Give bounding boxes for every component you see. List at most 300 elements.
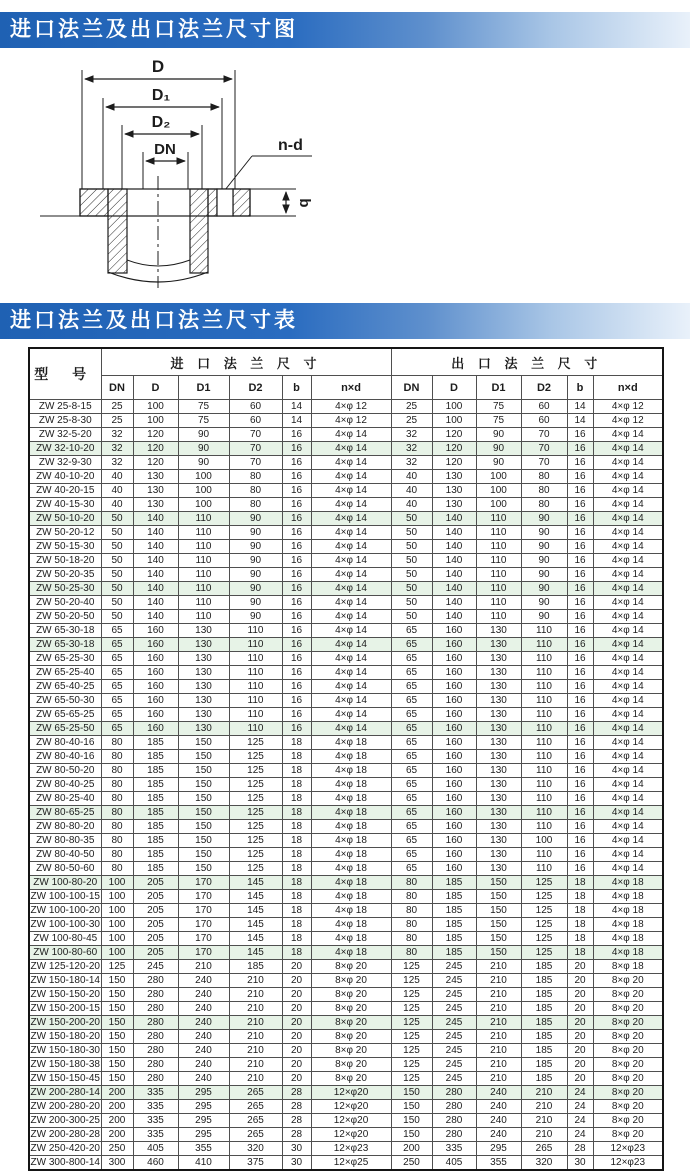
value-cell: 20 xyxy=(282,988,311,1002)
value-cell: 100 xyxy=(476,470,521,484)
value-cell: 210 xyxy=(521,1114,567,1128)
value-cell: 4×φ 14 xyxy=(593,484,663,498)
value-cell: 50 xyxy=(391,540,432,554)
table-row xyxy=(29,652,663,666)
value-cell: 280 xyxy=(133,988,178,1002)
value-cell: 4×φ 18 xyxy=(593,890,663,904)
model-cell: ZW 250-420-20 xyxy=(30,1143,100,1154)
value-cell: 210 xyxy=(229,1058,282,1072)
value-cell: 160 xyxy=(432,820,476,834)
value-cell: 140 xyxy=(432,526,476,540)
value-cell: 90 xyxy=(521,610,567,624)
value-cell: 90 xyxy=(521,512,567,526)
value-cell: 140 xyxy=(432,568,476,582)
model-cell: ZW 40-15-30 xyxy=(29,498,101,512)
value-cell: 160 xyxy=(432,750,476,764)
value-cell: 245 xyxy=(432,1058,476,1072)
value-cell: 210 xyxy=(521,1100,567,1114)
value-cell: 65 xyxy=(391,792,432,806)
value-cell: 8×φ 20 xyxy=(311,1072,391,1086)
value-cell: 355 xyxy=(178,1142,229,1156)
value-cell: 125 xyxy=(391,1016,432,1030)
value-cell: 210 xyxy=(476,1030,521,1044)
table-row xyxy=(29,638,663,652)
table-row xyxy=(29,414,663,428)
value-cell: 80 xyxy=(101,736,133,750)
value-cell: 120 xyxy=(432,428,476,442)
value-cell: 110 xyxy=(229,694,282,708)
value-cell: 170 xyxy=(178,932,229,946)
value-cell: 150 xyxy=(178,778,229,792)
value-cell: 65 xyxy=(391,736,432,750)
model-cell: ZW 150-180-30 xyxy=(30,1045,100,1056)
value-cell: 125 xyxy=(229,764,282,778)
value-cell: 120 xyxy=(432,456,476,470)
model-column-header: 型 号 xyxy=(29,348,101,400)
model-cell: ZW 150-200-20 xyxy=(30,1017,100,1028)
value-cell: 4×φ 14 xyxy=(311,554,391,568)
value-cell: 4×φ 14 xyxy=(311,722,391,736)
value-cell: 210 xyxy=(229,1002,282,1016)
value-cell: 16 xyxy=(567,806,593,820)
value-cell: 100 xyxy=(476,498,521,512)
flange-cross-section-drawing xyxy=(0,48,690,303)
value-cell: 110 xyxy=(178,512,229,526)
value-cell: 140 xyxy=(432,582,476,596)
table-row xyxy=(29,596,663,610)
value-cell: 80 xyxy=(101,764,133,778)
value-cell: 110 xyxy=(178,568,229,582)
value-cell: 150 xyxy=(101,1058,133,1072)
value-cell: 50 xyxy=(391,568,432,582)
value-cell: 80 xyxy=(101,750,133,764)
value-cell: 140 xyxy=(432,596,476,610)
value-cell: 210 xyxy=(476,1058,521,1072)
value-cell: 240 xyxy=(178,1016,229,1030)
value-cell: 16 xyxy=(282,708,311,722)
value-cell: 40 xyxy=(391,470,432,484)
value-cell: 12×φ20 xyxy=(311,1128,391,1142)
model-cell: ZW 65-25-30 xyxy=(29,652,101,666)
value-cell: 4×φ 18 xyxy=(311,778,391,792)
value-cell: 80 xyxy=(101,792,133,806)
value-cell: 32 xyxy=(101,442,133,456)
value-cell: 210 xyxy=(476,1002,521,1016)
value-cell: 160 xyxy=(432,792,476,806)
value-cell: 110 xyxy=(521,722,567,736)
model-cell: ZW 200-280-28 xyxy=(30,1129,100,1140)
value-cell: 130 xyxy=(432,470,476,484)
value-cell: 210 xyxy=(476,1016,521,1030)
value-cell: 185 xyxy=(432,890,476,904)
value-cell: 335 xyxy=(133,1114,178,1128)
value-cell: 110 xyxy=(476,512,521,526)
value-cell: 185 xyxy=(521,988,567,1002)
value-cell: 100 xyxy=(101,918,133,932)
value-cell: 40 xyxy=(391,498,432,512)
value-cell: 4×φ 14 xyxy=(311,582,391,596)
value-cell: 4×φ 14 xyxy=(593,442,663,456)
table-row xyxy=(29,554,663,568)
value-cell: 70 xyxy=(229,456,282,470)
value-cell: 4×φ 14 xyxy=(311,470,391,484)
value-cell: 185 xyxy=(432,876,476,890)
value-cell: 185 xyxy=(521,960,567,974)
value-cell: 90 xyxy=(178,428,229,442)
value-cell: 150 xyxy=(178,848,229,862)
value-cell: 16 xyxy=(567,498,593,512)
value-cell: 145 xyxy=(229,946,282,960)
value-cell: 12×φ23 xyxy=(593,1142,663,1156)
value-cell: 60 xyxy=(229,400,282,414)
value-cell: 32 xyxy=(391,428,432,442)
value-cell: 245 xyxy=(432,988,476,1002)
flange-body xyxy=(80,189,250,282)
value-cell: 16 xyxy=(282,624,311,638)
value-cell: 16 xyxy=(282,428,311,442)
value-cell: 4×φ 14 xyxy=(311,498,391,512)
value-cell: 4×φ 18 xyxy=(593,932,663,946)
value-cell: 16 xyxy=(567,638,593,652)
value-cell: 185 xyxy=(521,1058,567,1072)
value-cell: 8×φ 20 xyxy=(311,1058,391,1072)
value-cell: 110 xyxy=(178,596,229,610)
value-cell: 410 xyxy=(178,1156,229,1171)
value-cell: 16 xyxy=(567,722,593,736)
value-cell: 125 xyxy=(391,988,432,1002)
model-cell: ZW 100-80-60 xyxy=(29,946,101,960)
value-cell: 150 xyxy=(476,890,521,904)
value-cell: 240 xyxy=(178,1002,229,1016)
value-cell: 100 xyxy=(178,470,229,484)
value-cell: 110 xyxy=(476,526,521,540)
table-row xyxy=(29,918,663,932)
value-cell: 200 xyxy=(391,1142,432,1156)
value-cell: 205 xyxy=(133,918,178,932)
value-cell: 90 xyxy=(229,540,282,554)
value-cell: 50 xyxy=(101,582,133,596)
value-cell: 160 xyxy=(432,862,476,876)
table-row xyxy=(29,484,663,498)
value-cell: 185 xyxy=(133,792,178,806)
value-cell: 185 xyxy=(432,932,476,946)
value-cell: 12×φ20 xyxy=(311,1114,391,1128)
model-cell: ZW 50-20-50 xyxy=(29,610,101,624)
table-row xyxy=(29,792,663,806)
value-cell: 8×φ 20 xyxy=(593,1044,663,1058)
value-cell: 125 xyxy=(229,750,282,764)
value-cell: 8×φ 20 xyxy=(311,988,391,1002)
value-cell: 160 xyxy=(432,708,476,722)
value-cell: 40 xyxy=(101,484,133,498)
value-cell: 18 xyxy=(282,918,311,932)
value-cell: 185 xyxy=(133,778,178,792)
value-cell: 200 xyxy=(101,1100,133,1114)
value-cell: 70 xyxy=(521,456,567,470)
value-cell: 110 xyxy=(521,848,567,862)
value-cell: 185 xyxy=(432,918,476,932)
value-cell: 16 xyxy=(567,820,593,834)
dim-label-D1: D₁ xyxy=(151,87,171,104)
value-cell: 150 xyxy=(391,1128,432,1142)
table-row xyxy=(29,820,663,834)
value-cell: 8×φ 20 xyxy=(593,1002,663,1016)
value-cell: 8×φ 20 xyxy=(593,1030,663,1044)
value-cell: 335 xyxy=(133,1100,178,1114)
value-cell: 160 xyxy=(133,624,178,638)
model-cell: ZW 80-25-40 xyxy=(29,792,101,806)
value-cell: 60 xyxy=(521,400,567,414)
value-cell: 18 xyxy=(567,904,593,918)
value-cell: 12×φ20 xyxy=(311,1086,391,1100)
model-cell: ZW 65-25-40 xyxy=(29,666,101,680)
value-cell: 160 xyxy=(133,652,178,666)
value-cell: 205 xyxy=(133,904,178,918)
value-cell: 4×φ 14 xyxy=(593,694,663,708)
value-cell: 140 xyxy=(432,610,476,624)
value-cell: 250 xyxy=(101,1142,133,1156)
value-cell: 185 xyxy=(133,820,178,834)
value-cell: 8×φ 20 xyxy=(311,1016,391,1030)
value-cell: 4×φ 18 xyxy=(311,848,391,862)
value-cell: 160 xyxy=(133,694,178,708)
value-cell: 30 xyxy=(282,1156,311,1171)
value-cell: 110 xyxy=(521,666,567,680)
value-cell: 18 xyxy=(282,820,311,834)
value-cell: 150 xyxy=(178,764,229,778)
value-cell: 16 xyxy=(282,568,311,582)
value-cell: 20 xyxy=(567,988,593,1002)
value-cell: 170 xyxy=(178,904,229,918)
value-cell: 245 xyxy=(432,960,476,974)
value-cell: 110 xyxy=(229,638,282,652)
value-cell: 140 xyxy=(133,582,178,596)
value-cell: 280 xyxy=(133,1072,178,1086)
value-cell: 185 xyxy=(133,736,178,750)
table-row xyxy=(29,764,663,778)
value-cell: 210 xyxy=(476,1044,521,1058)
value-cell: 125 xyxy=(229,736,282,750)
value-cell: 280 xyxy=(133,1030,178,1044)
value-cell: 130 xyxy=(476,736,521,750)
value-cell: 295 xyxy=(178,1114,229,1128)
value-cell: 130 xyxy=(476,708,521,722)
value-cell: 8×φ 20 xyxy=(593,988,663,1002)
value-cell: 150 xyxy=(178,806,229,820)
model-cell: ZW 100-80-20 xyxy=(29,876,101,890)
value-cell: 250 xyxy=(391,1156,432,1171)
value-cell: 4×φ 14 xyxy=(593,512,663,526)
value-cell: 125 xyxy=(521,904,567,918)
value-cell: 130 xyxy=(178,722,229,736)
value-cell: 4×φ 18 xyxy=(593,876,663,890)
value-cell: 40 xyxy=(391,484,432,498)
value-cell: 4×φ 18 xyxy=(311,932,391,946)
value-cell: 8×φ 18 xyxy=(593,960,663,974)
value-cell: 210 xyxy=(229,1030,282,1044)
value-cell: 25 xyxy=(101,414,133,428)
value-cell: 240 xyxy=(178,1044,229,1058)
table-row xyxy=(29,1044,663,1058)
value-cell: 130 xyxy=(476,638,521,652)
value-cell: 125 xyxy=(229,862,282,876)
value-cell: 240 xyxy=(476,1100,521,1114)
value-cell: 16 xyxy=(282,610,311,624)
value-cell: 28 xyxy=(282,1128,311,1142)
model-cell: ZW 50-18-20 xyxy=(29,554,101,568)
table-row xyxy=(29,750,663,764)
outlet-col-D1: D1 xyxy=(476,376,521,400)
value-cell: 65 xyxy=(101,624,133,638)
value-cell: 4×φ 18 xyxy=(311,820,391,834)
value-cell: 65 xyxy=(101,722,133,736)
value-cell: 4×φ 14 xyxy=(593,540,663,554)
value-cell: 18 xyxy=(282,904,311,918)
value-cell: 65 xyxy=(391,722,432,736)
value-cell: 110 xyxy=(521,680,567,694)
value-cell: 245 xyxy=(432,1002,476,1016)
outlet-col-b: b xyxy=(567,376,593,400)
value-cell: 25 xyxy=(101,400,133,414)
value-cell: 110 xyxy=(521,736,567,750)
value-cell: 90 xyxy=(476,456,521,470)
value-cell: 240 xyxy=(476,1114,521,1128)
value-cell: 80 xyxy=(101,848,133,862)
value-cell: 185 xyxy=(521,1044,567,1058)
value-cell: 100 xyxy=(432,400,476,414)
value-cell: 125 xyxy=(391,1002,432,1016)
value-cell: 210 xyxy=(521,1128,567,1142)
value-cell: 14 xyxy=(567,400,593,414)
value-cell: 125 xyxy=(521,876,567,890)
value-cell: 210 xyxy=(476,1072,521,1086)
value-cell: 80 xyxy=(521,470,567,484)
value-cell: 150 xyxy=(101,1044,133,1058)
value-cell: 100 xyxy=(133,414,178,428)
value-cell: 65 xyxy=(391,806,432,820)
value-cell: 280 xyxy=(432,1128,476,1142)
value-cell: 20 xyxy=(567,1072,593,1086)
value-cell: 375 xyxy=(229,1156,282,1171)
value-cell: 205 xyxy=(133,932,178,946)
value-cell: 16 xyxy=(567,764,593,778)
value-cell: 12×φ25 xyxy=(311,1156,391,1171)
value-cell: 320 xyxy=(521,1156,567,1171)
value-cell: 125 xyxy=(391,1030,432,1044)
table-row xyxy=(29,960,663,974)
value-cell: 210 xyxy=(476,974,521,988)
value-cell: 125 xyxy=(229,834,282,848)
model-cell: ZW 32-10-20 xyxy=(29,442,101,456)
value-cell: 80 xyxy=(229,470,282,484)
value-cell: 140 xyxy=(432,540,476,554)
model-cell: ZW 80-40-25 xyxy=(29,778,101,792)
value-cell: 25 xyxy=(391,414,432,428)
value-cell: 185 xyxy=(521,974,567,988)
value-cell: 210 xyxy=(229,1072,282,1086)
value-cell: 70 xyxy=(521,442,567,456)
value-cell: 4×φ 14 xyxy=(311,484,391,498)
value-cell: 280 xyxy=(133,1002,178,1016)
value-cell: 18 xyxy=(567,932,593,946)
value-cell: 265 xyxy=(229,1128,282,1142)
value-cell: 18 xyxy=(282,946,311,960)
value-cell: 4×φ 14 xyxy=(311,680,391,694)
model-cell: ZW 100-100-15 xyxy=(30,891,100,902)
value-cell: 18 xyxy=(282,778,311,792)
value-cell: 130 xyxy=(178,694,229,708)
value-cell: 4×φ 14 xyxy=(593,820,663,834)
value-cell: 150 xyxy=(101,988,133,1002)
value-cell: 160 xyxy=(133,708,178,722)
value-cell: 130 xyxy=(476,820,521,834)
value-cell: 130 xyxy=(133,484,178,498)
value-cell: 90 xyxy=(521,540,567,554)
table-row xyxy=(29,1100,663,1114)
model-cell: ZW 50-25-30 xyxy=(29,582,101,596)
outlet-col-D2: D2 xyxy=(521,376,567,400)
value-cell: 80 xyxy=(391,918,432,932)
model-cell: ZW 32-9-30 xyxy=(29,456,101,470)
value-cell: 18 xyxy=(282,848,311,862)
value-cell: 16 xyxy=(567,652,593,666)
value-cell: 130 xyxy=(178,708,229,722)
value-cell: 16 xyxy=(282,498,311,512)
value-cell: 4×φ 14 xyxy=(311,540,391,554)
value-cell: 20 xyxy=(567,960,593,974)
value-cell: 245 xyxy=(432,1072,476,1086)
value-cell: 65 xyxy=(101,680,133,694)
value-cell: 150 xyxy=(178,750,229,764)
value-cell: 100 xyxy=(178,498,229,512)
value-cell: 150 xyxy=(476,946,521,960)
value-cell: 240 xyxy=(178,974,229,988)
value-cell: 28 xyxy=(567,1142,593,1156)
value-cell: 65 xyxy=(101,652,133,666)
value-cell: 4×φ 14 xyxy=(593,806,663,820)
value-cell: 130 xyxy=(432,484,476,498)
inlet-col-b: b xyxy=(282,376,311,400)
value-cell: 50 xyxy=(101,512,133,526)
value-cell: 130 xyxy=(476,806,521,820)
model-cell: ZW 40-10-20 xyxy=(29,470,101,484)
value-cell: 125 xyxy=(229,792,282,806)
dim-label-nd: n-d xyxy=(278,137,303,154)
value-cell: 16 xyxy=(567,596,593,610)
value-cell: 160 xyxy=(432,764,476,778)
flange-dimension-table xyxy=(28,347,664,1171)
value-cell: 4×φ 14 xyxy=(593,638,663,652)
value-cell: 100 xyxy=(101,904,133,918)
value-cell: 110 xyxy=(229,624,282,638)
inlet-col-D1: D1 xyxy=(178,376,229,400)
model-cell: ZW 150-180-14 xyxy=(30,975,100,986)
value-cell: 130 xyxy=(178,680,229,694)
table-row xyxy=(29,568,663,582)
value-cell: 50 xyxy=(391,610,432,624)
value-cell: 110 xyxy=(476,540,521,554)
value-cell: 185 xyxy=(133,834,178,848)
value-cell: 110 xyxy=(476,596,521,610)
value-cell: 40 xyxy=(101,470,133,484)
value-cell: 90 xyxy=(229,526,282,540)
value-cell: 16 xyxy=(567,708,593,722)
value-cell: 16 xyxy=(567,624,593,638)
value-cell: 240 xyxy=(476,1086,521,1100)
value-cell: 90 xyxy=(229,596,282,610)
value-cell: 245 xyxy=(133,960,178,974)
value-cell: 130 xyxy=(178,666,229,680)
